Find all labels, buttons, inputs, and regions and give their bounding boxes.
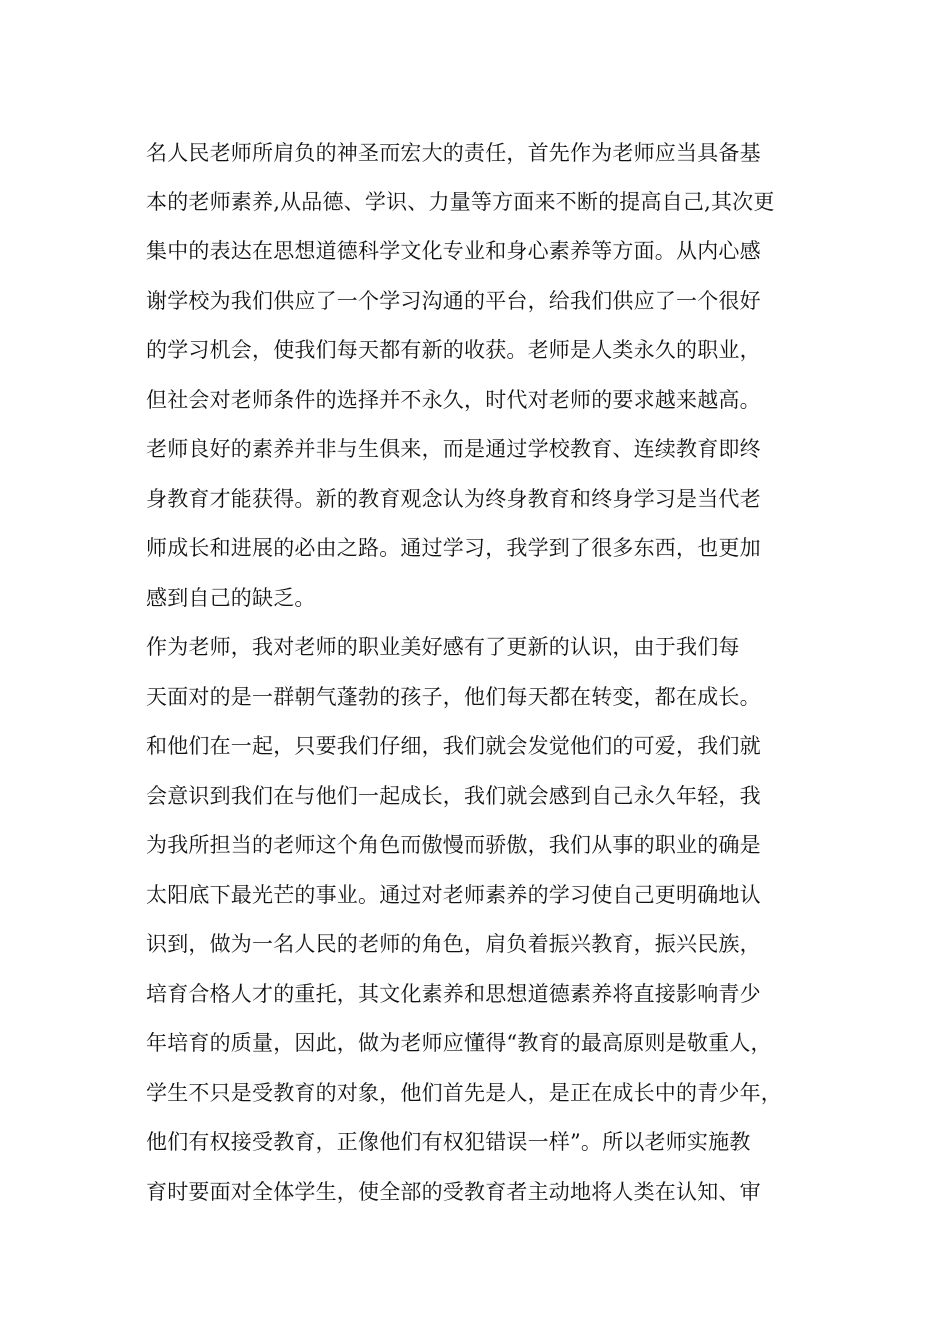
text-line: 感到自己的缺乏。 [146,586,316,610]
text-line: 年培育的质量，因此，做为老师应懂得“教育的最高原则是敬重人， [146,1031,772,1055]
text-line: 身教育才能获得。新的教育观念认为终身教育和终身学习是当代老 [146,487,761,511]
text-line: 老师良好的素养并非与生俱来，而是通过学校教育、连续教育即终 [146,437,761,461]
text-line: 但社会对老师条件的选择并不永久，时代对老师的要求越来越高。 [146,388,761,412]
text-line: 为我所担当的老师这个角色而傲慢而骄傲，我们从事的职业的确是 [146,833,761,857]
text-line: 集中的表达在思想道德科学文化专业和身心素养等方面。从内心感 [146,239,761,263]
text-line: 会意识到我们在与他们一起成长，我们就会感到自己永久年轻，我 [146,784,761,808]
text-line: 和他们在一起，只要我们仔细，我们就会发觉他们的可爱，我们就 [146,734,761,758]
text-line: 天面对的是一群朝气蓬勃的孩子，他们每天都在转变，都在成长。 [146,685,761,709]
text-line: 育时要面对全体学生，使全部的受教育者主动地将人类在认知、审 [146,1180,761,1204]
text-line: 名人民老师所肩负的神圣而宏大的责任，首先作为老师应当具备基 [146,141,761,165]
text-line: 太阳底下最光芒的事业。通过对老师素养的学习使自己更明确地认 [146,883,761,907]
text-line: 师成长和进展的必由之路。通过学习，我学到了很多东西，也更加 [146,536,761,560]
text-line: 识到，做为一名人民的老师的角色，肩负着振兴教育，振兴民族， [146,932,761,956]
text-line: 他们有权接受教育，正像他们有权犯错误一样”。所以老师实施教 [146,1130,751,1154]
text-line: 的学习机会，使我们每天都有新的收获。老师是人类永久的职业， [146,338,761,362]
text-line: 培育合格人才的重托，其文化素养和思想道德素养将直接影响青少 [146,982,761,1006]
text-line: 学生不只是受教育的对象，他们首先是人，是正在成长中的青少年， [146,1081,782,1105]
text-line: 本的老师素养,从品德、学识、力量等方面来不断的提高自己,其次更 [146,190,775,214]
text-line: 作为老师，我对老师的职业美好感有了更新的认识，由于我们每 [146,635,740,659]
text-line: 谢学校为我们供应了一个学习沟通的平台，给我们供应了一个很好 [146,289,761,313]
